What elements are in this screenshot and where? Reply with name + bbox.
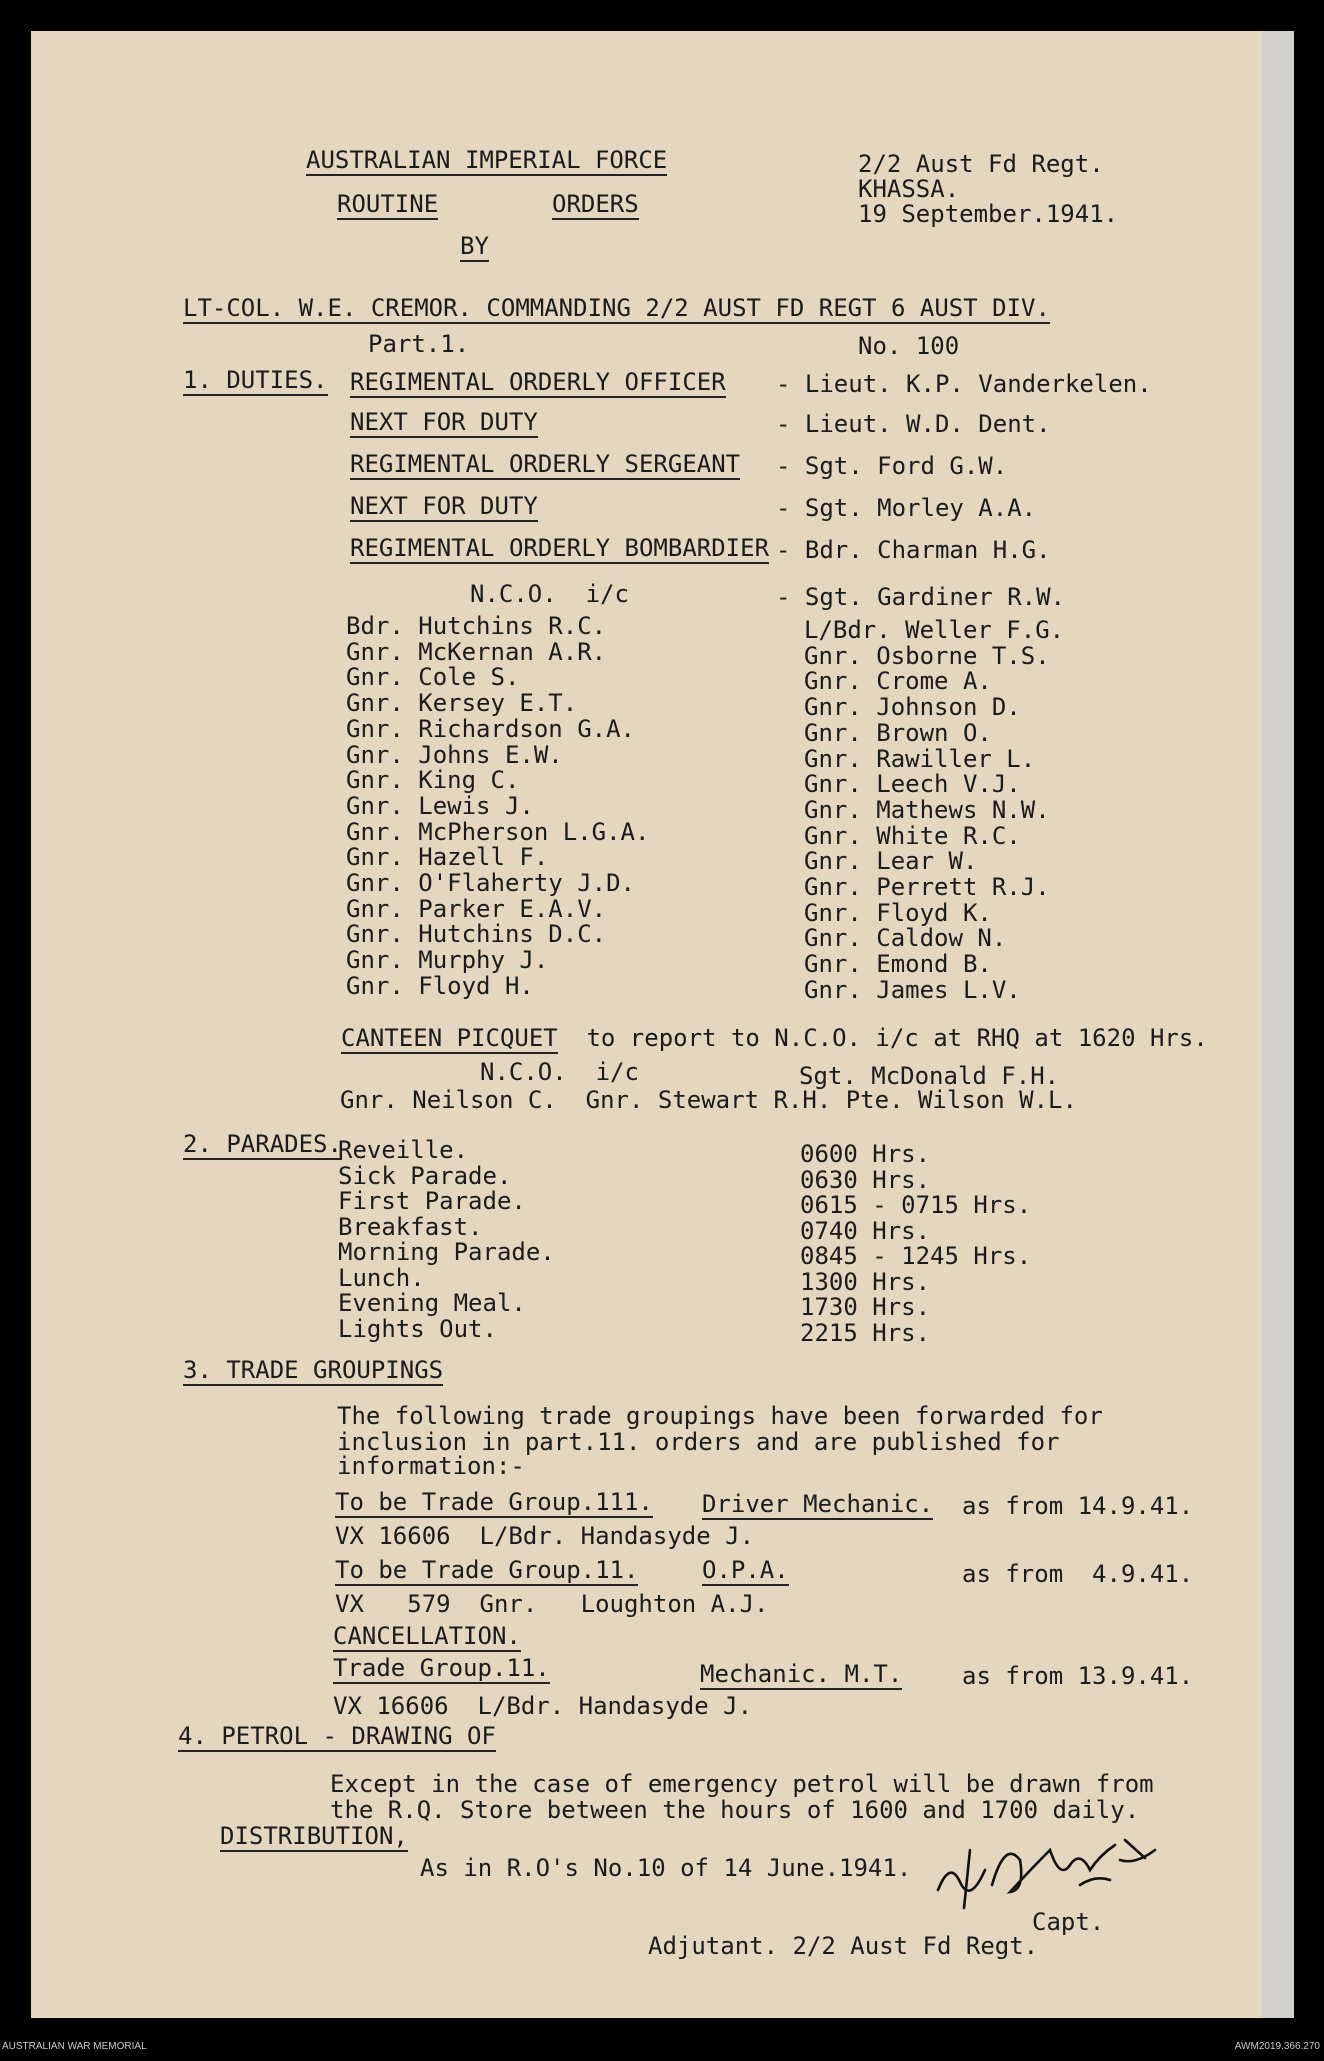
duty-assignee: - Sgt. Ford G.W. [776, 452, 1008, 480]
roster-entry: Gnr. Parker E.A.V. [346, 894, 607, 923]
trade-g2-member: VX 579 Gnr. Loughton A.J. [335, 1590, 769, 1618]
trade-group-3-label: To be Trade Group.111. [335, 1488, 653, 1516]
duty-role: NEXT FOR DUTY [350, 408, 538, 436]
roster-entry: Gnr. Cole S. [346, 663, 520, 692]
signatory-title: Adjutant. 2/2 Aust Fd Regt. [648, 1932, 1039, 1960]
roster-entry: Gnr. James L.V. [804, 975, 1021, 1004]
trade-g1-member: VX 16606 L/Bdr. Handasyde J. [335, 1522, 755, 1550]
trade-group-cancel-label: Trade Group.11. [333, 1654, 550, 1682]
roster-entry: Gnr. Floyd H. [346, 971, 534, 1000]
roster-entry: L/Bdr. Weller F.G. [804, 616, 1065, 644]
orders-heading: ORDERS [552, 190, 639, 218]
canteen-nco-label: N.C.O. i/c [480, 1058, 639, 1086]
parade-event: Morning Parade. [338, 1238, 555, 1266]
parade-event: Lunch. [338, 1263, 425, 1292]
handwritten-signature [930, 1830, 1160, 1920]
trade-g3-member: VX 16606 L/Bdr. Handasyde J. [333, 1692, 753, 1720]
place-name: KHASSA. [858, 175, 960, 203]
roster-entry: Gnr. Lear W. [804, 847, 978, 876]
roster-entry: Gnr. O'Flaherty J.D. [346, 869, 635, 897]
parades-heading: 2. PARADES. [183, 1130, 342, 1158]
parade-time: 0740 Hrs. [800, 1216, 931, 1245]
parade-event: Reveille. [338, 1136, 469, 1164]
parade-event: Lights Out. [338, 1314, 497, 1343]
footer-reference: AWM2019.366.270 [1234, 2041, 1320, 2052]
trade-group-2-label: To be Trade Group.11. [335, 1556, 639, 1584]
roster-entry: Gnr. McPherson L.G.A. [346, 817, 650, 846]
parade-event: Breakfast. [338, 1212, 483, 1241]
trade-g2-date: as from 4.9.41. [962, 1560, 1194, 1588]
trade-heading: 3. TRADE GROUPINGS [183, 1356, 444, 1384]
roster-entry: Gnr. White R.C. [804, 821, 1021, 850]
roster-entry: Gnr. Caldow N. [804, 924, 1007, 953]
parade-event: Evening Meal. [338, 1289, 526, 1317]
trade-g1-date: as from 14.9.41. [962, 1492, 1194, 1520]
roster-entry: Gnr. Hutchins D.C. [346, 920, 607, 949]
canteen-picquet-text: to report to N.C.O. i/c at RHQ at 1620 Hrs. [572, 1024, 1208, 1052]
duty-role: REGIMENTAL ORDERLY OFFICER [350, 368, 726, 396]
canteen-picquet-label: CANTEEN PICQUET [341, 1024, 558, 1052]
by-heading: BY [460, 232, 489, 260]
roster-entry: Gnr. Johnson D. [804, 693, 1021, 722]
routine-heading: ROUTINE [337, 190, 439, 218]
parade-time: 0845 - 1245 Hrs. [800, 1242, 1032, 1270]
canteen-members: Gnr. Neilson C. Gnr. Stewart R.H. Pte. Wilson W.L. [340, 1086, 1077, 1114]
parade-time: 0630 Hrs. [800, 1165, 931, 1194]
petrol-heading: 4. PETROL - DRAWING OF [178, 1722, 496, 1750]
duty-assignee: - Lieut. W.D. Dent. [776, 410, 1051, 438]
parade-time: 0600 Hrs. [800, 1140, 931, 1168]
order-number: No. 100 [858, 332, 960, 360]
order-date: 19 September.1941. [858, 200, 1119, 228]
unit-name: 2/2 Aust Fd Regt. [858, 150, 1104, 178]
roster-entry: Gnr. McKernan A.R. [346, 637, 607, 666]
roster-entry: Gnr. King C. [346, 766, 520, 795]
roster-entry: Gnr. Emond B. [804, 950, 992, 979]
parade-time: 1300 Hrs. [800, 1267, 931, 1296]
driver-mechanic-label: Driver Mechanic. [702, 1490, 934, 1518]
roster-entry: Gnr. Floyd K. [804, 898, 992, 927]
duty-role: NEXT FOR DUTY [350, 492, 538, 520]
parade-time: 2215 Hrs. [800, 1318, 931, 1347]
roster-entry: Gnr. Murphy J. [346, 946, 549, 975]
trade-intro-3: information:- [337, 1452, 525, 1480]
nco-name: - Sgt. Gardiner R.W. [776, 583, 1065, 611]
roster-entry: Gnr. Hazell F. [346, 843, 549, 872]
duty-role: REGIMENTAL ORDERLY SERGEANT [350, 450, 741, 478]
trade-intro-1: The following trade groupings have been forwarded for [337, 1402, 1103, 1430]
parade-time: 1730 Hrs. [800, 1293, 931, 1321]
roster-entry: Gnr. Brown O. [804, 718, 992, 747]
duty-assignee: - Lieut. K.P. Vanderkelen. [776, 370, 1152, 398]
org-heading: AUSTRALIAN IMPERIAL FORCE [306, 146, 668, 174]
duties-heading: 1. DUTIES. [183, 366, 328, 394]
roster-entry: Gnr. Mathews N.W. [804, 795, 1050, 824]
roster-entry: Gnr. Crome A. [804, 667, 992, 696]
part-label: Part.1. [368, 330, 470, 358]
mechanic-mt-label: Mechanic. M.T. [700, 1660, 903, 1688]
nco-label: N.C.O. i/c [470, 580, 629, 608]
parade-event: Sick Parade. [338, 1161, 512, 1190]
commander-line: LT-COL. W.E. CREMOR. COMMANDING 2/2 AUST FD REGT 6 AUST DIV. [183, 294, 1050, 322]
distribution-heading: DISTRIBUTION, [220, 1822, 408, 1850]
roster-entry: Gnr. Perrett R.J. [804, 873, 1050, 901]
duty-assignee: - Bdr. Charman H.G. [776, 536, 1051, 564]
parade-time: 0615 - 0715 Hrs. [800, 1191, 1032, 1219]
roster-entry: Gnr. Leech V.J. [804, 770, 1021, 799]
footer-archive: AUSTRALIAN WAR MEMORIAL [2, 2041, 147, 2052]
trade-intro-2: inclusion in part.11. orders and are published for [337, 1428, 1060, 1456]
petrol-text-2: the R.Q. Store between the hours of 1600 and 1700 daily. [330, 1796, 1140, 1824]
parade-event: First Parade. [338, 1187, 526, 1215]
petrol-text-1: Except in the case of emergency petrol will be drawn from [330, 1770, 1154, 1798]
trade-g3-date: as from 13.9.41. [962, 1662, 1194, 1690]
canteen-nco-name: Sgt. McDonald F.H. [799, 1062, 1060, 1090]
roster-entry: Bdr. Hutchins R.C. [346, 612, 607, 640]
signatory-rank: Capt. [1032, 1908, 1105, 1936]
roster-entry: Gnr. Lewis J. [346, 791, 534, 820]
duty-role: REGIMENTAL ORDERLY BOMBARDIER [350, 534, 770, 562]
roster-entry: Gnr. Osborne T.S. [804, 641, 1050, 670]
roster-entry: Gnr. Johns E.W. [346, 740, 563, 769]
cancellation-label: CANCELLATION. [333, 1622, 521, 1650]
roster-entry: Gnr. Richardson G.A. [346, 714, 635, 743]
duty-assignee: - Sgt. Morley A.A. [776, 494, 1037, 522]
distribution-text: As in R.O's No.10 of 14 June.1941. [420, 1854, 912, 1882]
roster-entry: Gnr. Kersey E.T. [346, 689, 578, 718]
page-edge [1262, 31, 1294, 2018]
roster-entry: Gnr. Rawiller L. [804, 744, 1036, 773]
opa-label: O.P.A. [702, 1556, 789, 1584]
